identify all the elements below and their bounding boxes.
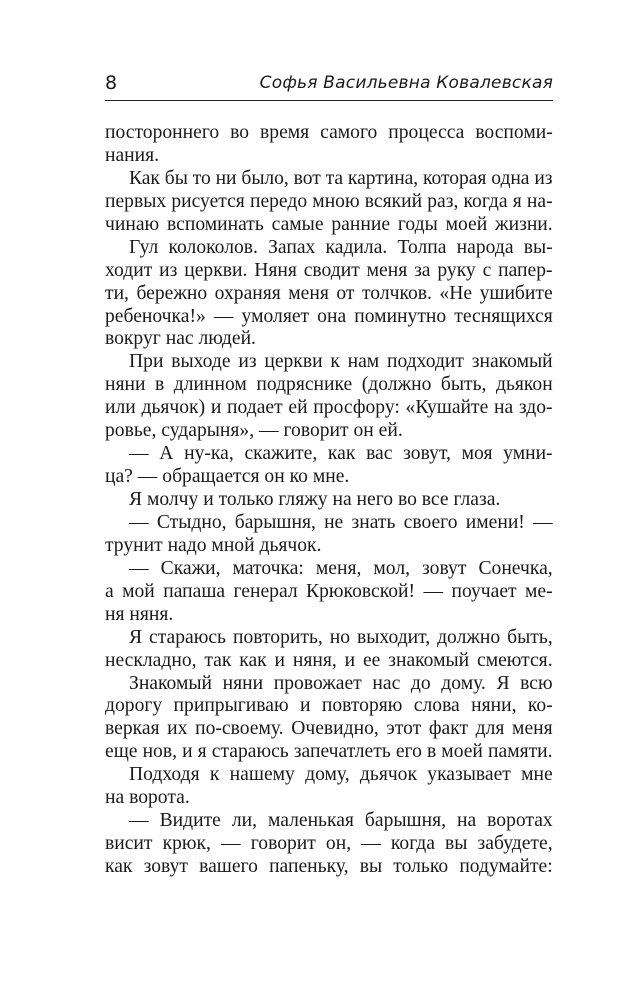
text-line-content: — Видите ли, маленькая барышня, на воротах [129,810,553,832]
text-line [105,145,553,168]
text-line-content: Я молчу и только гляжу на него во все глаза. [129,489,501,510]
text-line [105,695,553,718]
text-line [105,787,553,810]
text-line [105,168,553,191]
text-line [105,237,553,260]
text-line [105,214,553,237]
text-line [105,627,553,650]
text-line [105,764,553,787]
text-line [105,512,553,535]
text-line [105,581,553,604]
text-line-content: Подходя к нашему дому, дьячок указывает мне [129,764,553,786]
text-line-content: Я стараюсь повторить, но выходит, должно быть, [129,626,553,648]
text-line [105,466,553,489]
text-line [105,260,553,283]
text-line [105,283,553,306]
text-line [105,443,553,466]
text-line-content: дорогу припрыгиваю и повторяю слова няни, ко- [105,695,553,717]
text-line-content: постороннего во время самого процесса воспоми- [105,122,553,143]
text-line-content: ходит из церкви. Няня сводит меня за руку с папер- [105,259,553,281]
text-line [105,718,553,741]
text-line-content: ца? — обращается он ко мне. [105,466,350,488]
text-line [105,833,553,856]
text-line-content: еще нов, и я стараюсь запечатлеть его в моей памяти. [105,741,553,763]
text-line-content: или дьячок) и подает ей просфору: «Кушайте на здо- [105,397,553,419]
text-line-content: веркая их по-своему. Очевидно, этот факт для меня [105,718,553,740]
text-line [105,604,553,627]
text-line [105,489,553,512]
text-line [105,856,553,879]
text-line-content: При выходе из церкви к нам подходит знакомый [129,351,553,373]
page-number: 8 [105,72,118,94]
text-line [105,535,553,558]
text-line [105,650,553,673]
text-line-content: нания. [105,144,160,166]
text-line-content: — Стыдно, барышня, не знать своего имени! — [129,511,553,533]
text-line-content: как зовут вашего папеньку, вы только подумайте: [105,856,553,877]
text-line-content: чинаю вспоминать самые ранние годы моей жизни. [105,213,553,235]
text-line [105,122,553,145]
text-line-content: вокруг нас людей. [105,328,256,350]
text-line [105,351,553,374]
text-line-content: ня няня. [105,603,174,625]
text-line-content: а мой папаша генерал Крюковской! — поучает ме- [105,580,553,602]
text-line-content: — Скажи, маточка: меня, мол, зовут Сонечка, [129,557,553,579]
text-line-content: няни в длинном подряснике (должно быть, дьякон [105,374,553,396]
text-line-content: нескладно, так как и няня, и ее знакомый смеются. [105,649,553,671]
text-line [105,810,553,833]
running-header [105,70,553,101]
text-line-content: Гул колоколов. Запах кадила. Толпа народа вы- [129,236,553,258]
text-line-content: ровье, сударыня», — говорит он ей. [105,420,403,442]
text-line [105,328,553,351]
text-line-content: Как бы то ни было, вот та картина, которая одна из [129,167,553,189]
text-line [105,397,553,420]
text-line [105,558,553,581]
text-line-content: — А ну-ка, скажите, как вас зовут, моя умни- [129,443,553,465]
text-line-content: первых рисуется передо мною всякий раз, когда я на- [105,190,553,212]
text-line-content: на ворота. [105,787,190,809]
body-text [105,122,553,879]
text-line [105,741,553,764]
text-line [105,374,553,397]
text-line-content: трунит надо мной дьячок. [105,534,322,556]
running-title: Софья Васильевна Ковалевская [259,73,553,93]
text-line [105,191,553,214]
text-line [105,306,553,329]
text-line-content: висит крюк, — говорит он, — когда вы забудете, [105,833,553,855]
text-line [105,420,553,443]
text-line-content: Знакомый няни провожает нас до дому. Я всю [129,672,553,694]
text-line [105,673,553,696]
text-line-content: ребеночка!» — умоляет она поминутно теснящихся [105,305,553,327]
text-line-content: ти, бережно охраняя меня от толчков. «Не ушибите [105,282,553,304]
